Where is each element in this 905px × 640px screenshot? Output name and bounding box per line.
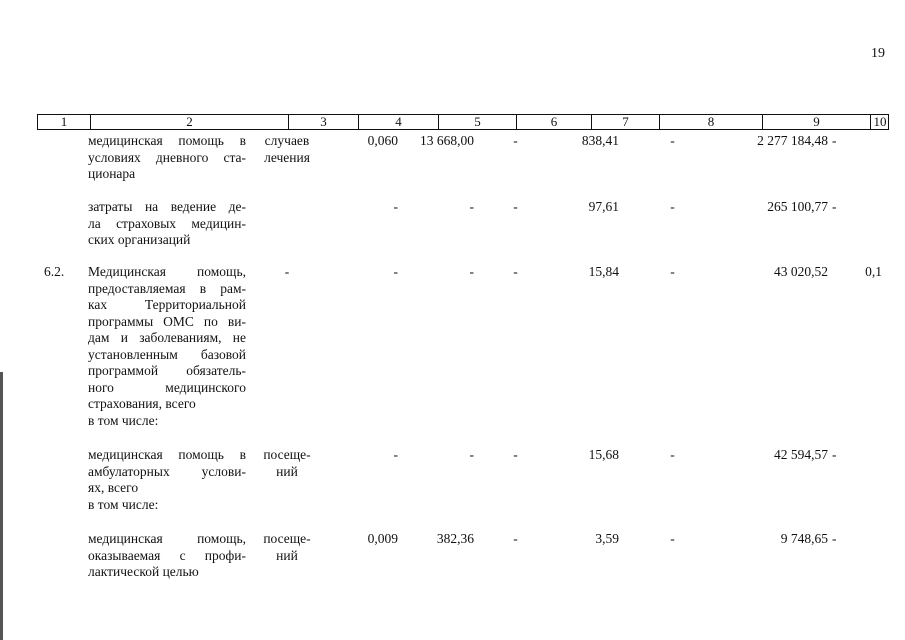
row-number: 6.2. [44,264,65,279]
row-unit [256,447,318,480]
description-line: в том числе: [88,496,159,512]
description-line: программы ОМС по ви- [88,313,246,329]
cell-col-8: - [670,199,675,214]
row-description [88,133,246,183]
row-description [88,199,246,249]
cell-col-8: - [670,264,675,279]
column-header-4: 4 [358,115,438,129]
description-line: амбулаторных услови- [88,463,246,479]
unit-line: - [284,264,290,279]
row-description [88,264,246,429]
cell-col-4: 0,009 [367,531,398,546]
description-line: условиях дневного ста- [88,149,246,165]
cell-col-8: - [670,133,675,148]
cell-col-6: - [513,264,518,279]
row-unit [256,133,318,166]
cell-col-5: 13 668,00 [420,133,474,148]
unit-line: случаев [264,133,310,148]
description-line: ских организаций [88,232,191,247]
row-unit [256,264,318,281]
unit-line: посеще- [263,531,311,546]
column-header-2: 2 [90,115,288,129]
row-unit [256,531,318,564]
description-line: Медицинская помощь, [88,264,246,279]
cell-col-10: 0,1 [865,264,882,279]
cell-col-7: 15,84 [588,264,619,279]
cell-col-4: 0,060 [367,133,398,148]
description-line: дам и заболеваниям, не [88,330,246,345]
description-line: оказываемая с профи- [88,547,246,563]
cell-col-4: - [393,264,398,279]
description-line: программой обязатель- [88,363,246,378]
column-header-1: 1 [60,114,68,129]
scan-edge-mark [0,372,3,640]
description-line: ках Территориальной [88,297,246,312]
description-line: предоставляемая в рам- [88,280,246,296]
page-number: 19 [871,46,885,61]
description-line: медицинская помощь, [88,531,246,546]
column-header-9: 9 [762,115,870,129]
description-line: ях, всего [88,480,139,495]
description-line: страхования, всего [88,396,196,411]
description-line: установленным базовой [88,346,246,362]
cell-col-9: 9 748,65 [780,531,828,546]
cell-col-7: 3,59 [595,531,619,546]
cell-col-6: - [513,531,518,546]
description-line: медицинская помощь в [88,447,246,462]
column-header-7: 7 [591,115,659,129]
cell-col-4: - [393,199,398,214]
cell-col-9: 43 020,52 [774,264,828,279]
description-line: ного медицинского [88,379,246,395]
description-line: лактической целью [88,564,199,579]
description-line: в том числе: [88,412,159,428]
column-header-8: 8 [659,115,762,129]
row-description [88,447,246,513]
row-description [88,531,246,581]
cell-col-9: 2 277 184,48 [757,133,828,148]
column-header-6: 6 [516,115,591,129]
description-line: ла страховых медицин- [88,215,246,231]
description-line: медицинская помощь в [88,133,246,148]
cell-col-8: - [670,447,675,462]
description-line: затраты на ведение де- [88,199,246,214]
cell-col-10: - [832,199,837,214]
cell-col-5: - [469,447,474,462]
description-line: ционара [88,166,136,181]
cell-col-6: - [513,133,518,148]
cell-col-10: - [832,531,837,546]
cell-col-8: - [670,531,675,546]
cell-col-5: - [469,264,474,279]
column-header-5: 5 [438,115,516,129]
cell-col-5: 382,36 [436,531,474,546]
column-header-10: 10 [870,115,889,129]
cell-col-7: 838,41 [581,133,619,148]
cell-col-9: 265 100,77 [767,199,828,214]
cell-col-6: - [513,447,518,462]
column-header-3: 3 [288,115,358,129]
cell-col-9: 42 594,57 [774,447,828,462]
unit-line: посеще- [263,447,311,462]
cell-col-10: - [832,133,837,148]
cell-col-5: - [469,199,474,214]
cell-col-7: 15,68 [588,447,619,462]
cell-col-10: - [832,447,837,462]
unit-line: лечения [264,149,310,165]
table-column-numbers [37,114,889,130]
cell-col-4: - [393,447,398,462]
cell-col-7: 97,61 [588,199,619,214]
unit-line: ний [276,547,298,563]
cell-col-6: - [513,199,518,214]
unit-line: ний [276,463,298,479]
